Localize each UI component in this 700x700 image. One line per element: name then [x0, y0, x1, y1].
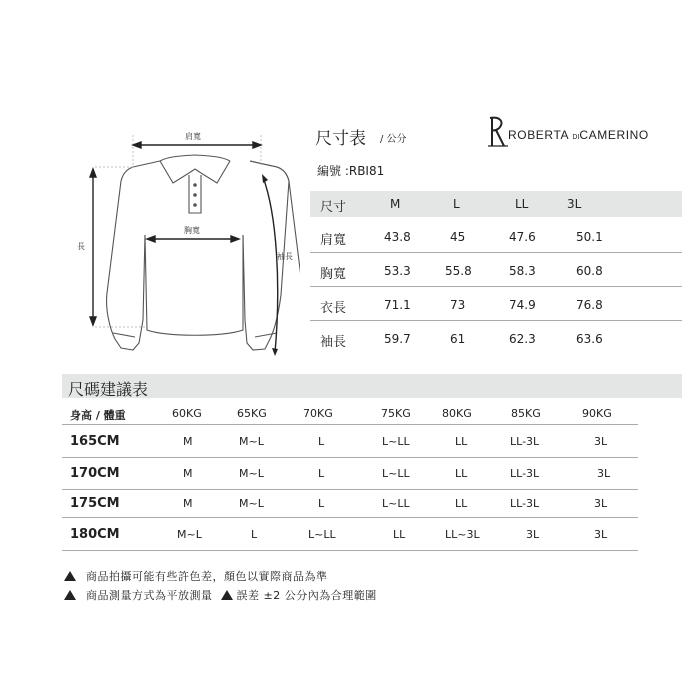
- cell: LL-3L: [510, 497, 540, 510]
- cell: 62.3: [509, 332, 536, 346]
- note-line-1: 商品拍攝可能有些許色差，顏色以實際商品為準: [86, 570, 328, 583]
- cell: L: [318, 467, 325, 480]
- size-col-ll: LL: [515, 197, 529, 211]
- cell: LL: [455, 467, 468, 480]
- cell: 61: [450, 332, 466, 346]
- brand-name-3: CAMERINO: [579, 128, 649, 142]
- cell: LL-3L: [510, 467, 540, 480]
- weight-col: 75KG: [381, 407, 411, 420]
- cell: 59.7: [384, 332, 411, 346]
- cell: M: [183, 497, 193, 510]
- row-label: 肩寬: [320, 233, 347, 248]
- cell: 60.8: [576, 264, 603, 278]
- note-line-2a: 商品測量方式為平放測量: [86, 589, 213, 602]
- cell: LL: [393, 528, 406, 541]
- unit-label: / 公分: [380, 134, 407, 145]
- weight-col: 85KG: [511, 407, 541, 420]
- row-label: 胸寬: [320, 267, 347, 282]
- weight-col: 60KG: [172, 407, 202, 420]
- cell: 3L: [526, 528, 540, 541]
- cell: LL~3L: [445, 528, 480, 541]
- cell: M: [183, 435, 193, 448]
- divider: [62, 457, 638, 458]
- cell: 45: [450, 230, 466, 244]
- size-chart-title: 尺寸表: [315, 129, 366, 149]
- cell: L: [251, 528, 258, 541]
- brand-monogram-icon: [486, 116, 508, 152]
- recommend-corner: 身高 / 體重: [70, 409, 126, 422]
- cell: M~L: [239, 435, 264, 448]
- cell: 3L: [594, 435, 608, 448]
- cell: 53.3: [384, 264, 411, 278]
- size-col-m: M: [390, 197, 401, 211]
- height-label: 175CM: [70, 496, 120, 511]
- cell: L: [318, 435, 325, 448]
- cell: 58.3: [509, 264, 536, 278]
- cell: 47.6: [509, 230, 536, 244]
- row-label: 衣長: [320, 301, 347, 316]
- cell: M: [183, 467, 193, 480]
- divider: [310, 252, 682, 253]
- weight-col: 65KG: [237, 407, 267, 420]
- note-color: [64, 568, 328, 584]
- divider: [62, 550, 638, 551]
- size-table-corner: 尺寸: [320, 200, 347, 215]
- weight-col: 80KG: [442, 407, 472, 420]
- cell: 76.8: [576, 298, 603, 312]
- cell: M~L: [239, 497, 264, 510]
- size-col-l: L: [453, 197, 460, 211]
- divider: [62, 489, 638, 490]
- cell: 73: [450, 298, 466, 312]
- sleeve-length-label: 袖長: [277, 252, 293, 261]
- cell: L: [318, 497, 325, 510]
- brand-name-1: ROBERTA: [508, 128, 569, 142]
- warning-triangle-icon: [221, 590, 233, 600]
- cell: M~L: [239, 467, 264, 480]
- cell: 43.8: [384, 230, 411, 244]
- chest-width-label: 胸寬: [184, 226, 200, 235]
- height-label: 180CM: [70, 527, 120, 542]
- brand-name-2: DI: [572, 134, 580, 141]
- warning-triangle-icon: [64, 590, 76, 600]
- divider: [310, 286, 682, 287]
- length-label: 長: [77, 242, 85, 251]
- cell: L~LL: [308, 528, 336, 541]
- weight-col: 90KG: [582, 407, 612, 420]
- cell: 71.1: [384, 298, 411, 312]
- cell: LL: [455, 497, 468, 510]
- cell: 3L: [597, 467, 611, 480]
- note-measure: [64, 587, 377, 603]
- divider: [310, 320, 682, 321]
- cell: 3L: [594, 497, 608, 510]
- cell: 74.9: [509, 298, 536, 312]
- note-line-2b: 誤差 ±2 公分內為合理範圍: [236, 589, 377, 602]
- cell: M~L: [177, 528, 202, 541]
- cell: 3L: [594, 528, 608, 541]
- cell: LL-3L: [510, 435, 540, 448]
- cell: L~LL: [382, 467, 410, 480]
- cell: L~LL: [382, 497, 410, 510]
- row-label: 袖長: [320, 335, 347, 350]
- brand-logo: [486, 116, 666, 152]
- size-diagram: [55, 125, 300, 365]
- recommend-title: 尺碼建議表: [68, 380, 149, 399]
- height-label: 165CM: [70, 434, 120, 449]
- divider: [62, 517, 638, 518]
- divider: [62, 424, 638, 425]
- product-code: 編號 :RBI81: [317, 164, 385, 178]
- cell: 63.6: [576, 332, 603, 346]
- weight-col: 70KG: [303, 407, 333, 420]
- cell: LL: [455, 435, 468, 448]
- shoulder-width-label: 肩寬: [185, 132, 201, 141]
- cell: 50.1: [576, 230, 603, 244]
- height-label: 170CM: [70, 466, 120, 481]
- polo-shirt-outline-icon: [55, 125, 300, 365]
- size-table-header-bar: [310, 191, 682, 217]
- size-col-3l: 3L: [567, 197, 582, 211]
- warning-triangle-icon: [64, 571, 76, 581]
- recommend-title-bar: [62, 374, 682, 398]
- cell: 55.8: [445, 264, 472, 278]
- cell: L~LL: [382, 435, 410, 448]
